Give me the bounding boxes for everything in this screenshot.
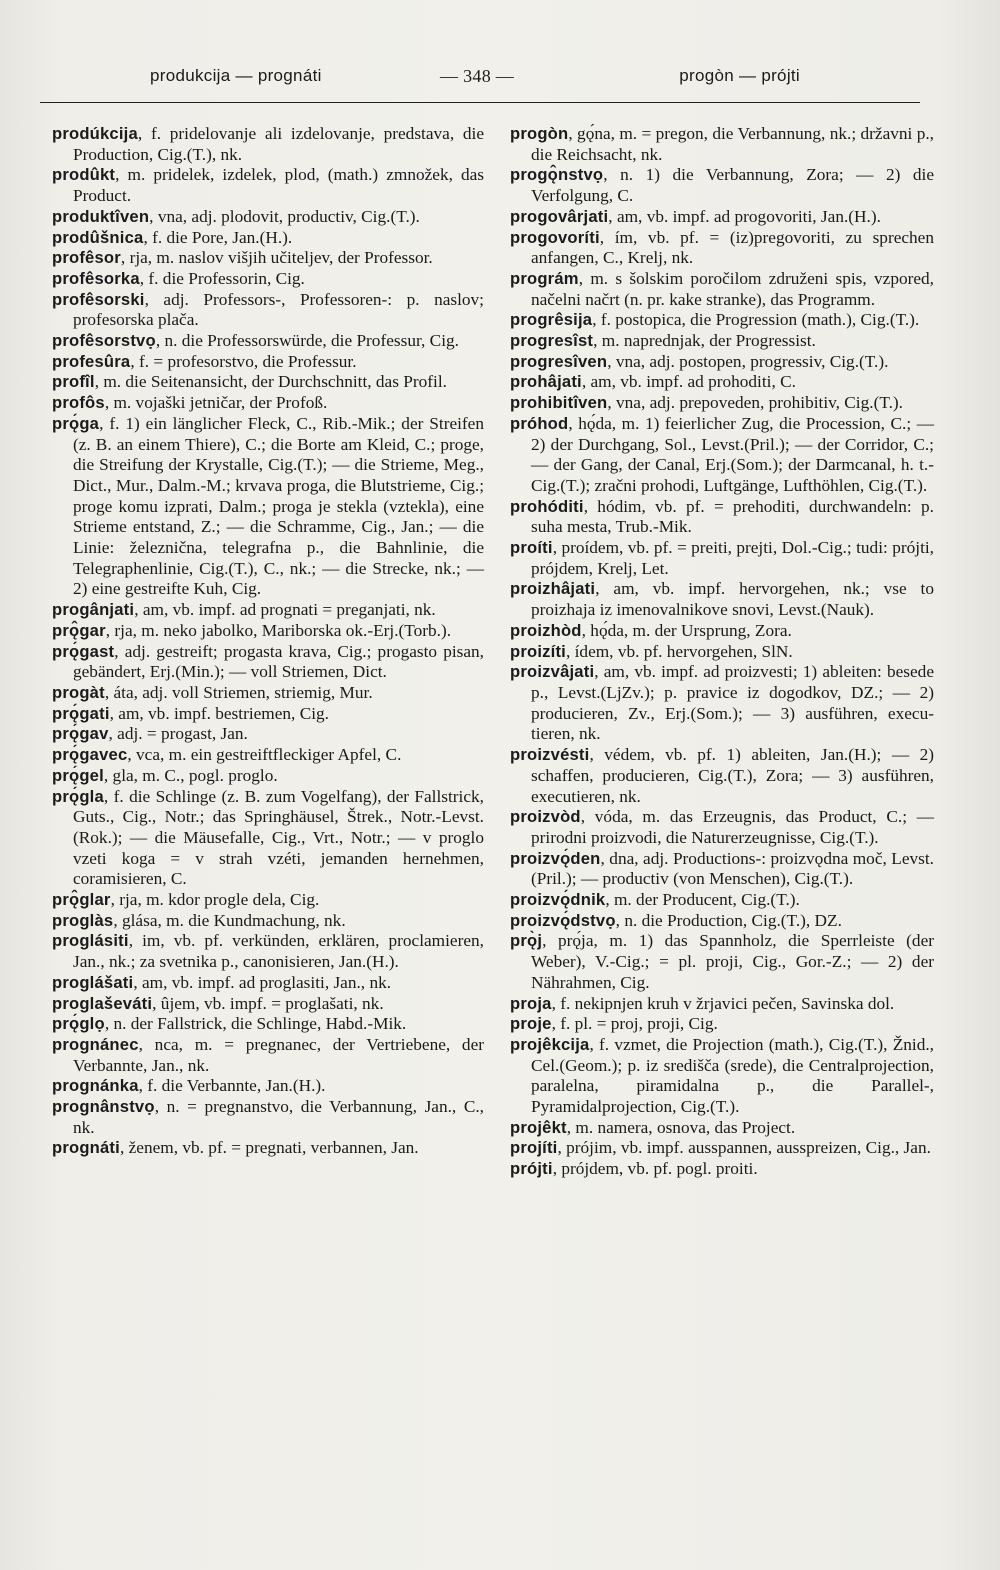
entry-definition: , am, vb. impf. hervorgehen, nk.; vse to proizhaja iz imenovalnikove snovi, Levst.(Nauk). — [531, 579, 934, 620]
entry-headword: proje — [510, 1014, 552, 1034]
entry-definition: , glása, m. die Kundmachung, nk. — [113, 910, 346, 930]
entry-definition: , gǫ́na, m. = pregon, die Verbannung, nk.; državni p., die Reichsacht, nk. — [531, 124, 934, 164]
entry-headword: progòn — [510, 124, 569, 143]
dictionary-entry — [510, 1159, 934, 1180]
entry-definition: , hǫ́da, m. 1) feierlicher Zug, die Procession, C.; — 2) der Durchgang, Sol., Levst.(Pril.); — der Corridor, C.; — der Gang, der Canal, Erj.(Som.); der Darmcanal, h. t.-Cig.(T.); zračni prohodi, Luftgänge, Lufthöhlen, Cig.(T.). — [531, 413, 934, 495]
entry-headword: profôs — [52, 393, 105, 413]
entry-headword: prognânstvọ — [52, 1097, 155, 1117]
entry-definition: , n. die Production, Cig.(T.), DZ. — [615, 910, 842, 930]
entry-definition: , rja, m. kdor progle dela, Cig. — [110, 890, 320, 910]
entry-definition: , ûjem, vb. impf. = proglašati, nk. — [152, 993, 384, 1013]
running-header — [150, 62, 800, 94]
entry-headword: prǫ́gel — [52, 765, 104, 785]
dictionary-entry — [52, 890, 484, 911]
dictionary-entry — [510, 269, 934, 310]
dictionary-entry — [52, 248, 484, 269]
dictionary-entry — [510, 911, 934, 932]
entry-headword: profêsor — [52, 248, 121, 268]
entry-headword: prognáti — [52, 1138, 120, 1158]
entry-headword: progàt — [52, 682, 105, 702]
dictionary-entry — [52, 1138, 484, 1159]
dictionary-entry — [52, 724, 484, 745]
entry-definition: , f. = profesorstvo, die Professur. — [130, 351, 357, 371]
dictionary-entry — [52, 766, 484, 787]
entry-definition: , rja, m. naslov višjih učiteljev, der Professor. — [120, 248, 433, 268]
entry-headword: proizvǫ́dnik — [510, 890, 606, 910]
entry-definition: , f. pridelovanje ali izdelovanje, predstava, die Production, Cig.(T.), nk. — [73, 124, 484, 164]
entry-headword: prǫ́gla — [52, 786, 104, 806]
dictionary-entry — [52, 642, 484, 683]
dictionary-entry — [52, 931, 484, 972]
dictionary-entry — [510, 745, 934, 807]
dictionary-entry — [52, 228, 484, 249]
entry-headword: prǫ̀j — [510, 931, 543, 951]
entry-definition: , ídem, vb. pf. hervorgehen, SlN. — [565, 641, 793, 661]
entry-headword: prodúkcija — [52, 124, 138, 143]
entry-definition: , m. vojaški jetničar, der Profoß. — [104, 393, 328, 413]
entry-definition: , n. die Professorswürde, die Professur, Cig. — [155, 331, 459, 351]
entry-headword: profêsorski — [52, 289, 145, 309]
dictionary-entry — [510, 662, 934, 745]
entry-headword: proglášati — [52, 972, 134, 992]
entry-headword: prodûšnica — [52, 227, 144, 247]
entry-headword: profêsorstvọ — [52, 331, 156, 351]
entry-headword: proglásiti — [52, 931, 129, 951]
entry-definition: , vna, adj. prepoveden, prohibitiv, Cig.(T.). — [607, 393, 903, 413]
entry-definition: , vna, adj. plodovit, productiv, Cig.(T.). — [149, 206, 420, 226]
entry-definition: , adj. = progast, Jan. — [108, 724, 248, 744]
entry-headword: prohâjati — [510, 372, 582, 392]
entry-definition: , m. der Producent, Cig.(T.). — [605, 890, 800, 910]
dictionary-entry — [52, 1035, 484, 1076]
entry-headword: progresîst — [510, 331, 594, 351]
entry-definition: , vóda, m. das Erzeugnis, das Product, C.; — prirodni proizvodi, die Naturerzeugnisse, Cig.(T.). — [531, 807, 934, 847]
entry-headword: proizvǫ́den — [510, 848, 601, 868]
dictionary-entry — [510, 165, 934, 206]
dictionary-entry — [52, 393, 484, 414]
entry-definition: , am, vb. impf. ad progovoriti, Jan.(H.). — [608, 206, 881, 226]
entry-headword: prodûkt — [52, 165, 116, 185]
entry-definition: , m. pridelek, izdelek, plod, (math.) zmnožek, das Product. — [73, 165, 484, 206]
entry-definition: , am, vb. impf. ad prohoditi, C. — [581, 372, 796, 392]
entry-definition: , ženem, vb. pf. = pregnati, verbannen, Jan. — [119, 1138, 419, 1158]
entry-definition: , m. naprednjak, der Progressist. — [593, 331, 816, 351]
entry-definition: , am, vb. impf. ad prognati = preganjati, nk. — [134, 600, 436, 620]
entry-definition: , nca, m. = pregnanec, der Vertriebene, der Verbannte, Jan., nk. — [73, 1034, 484, 1075]
entry-headword: progânjati — [52, 600, 135, 620]
entry-headword: prǫ́gavec — [52, 745, 128, 765]
dictionary-entry — [52, 207, 484, 228]
entry-definition: , dna, adj. Productions-: proizvǫdna moč, Levst.(Pril.); — productiv (von Menschen), Cig.(T.). — [531, 848, 934, 889]
entry-definition: , adj. gestreift; progasta krava, Cig.; progasto pisan, gebändert, Erj.(Min.); — voll Striemen, Dict. — [73, 641, 484, 682]
dictionary-entry — [510, 994, 934, 1015]
dictionary-entry — [52, 1076, 484, 1097]
dictionary-entry — [52, 269, 484, 290]
entry-headword: prǫ́gav — [52, 724, 109, 744]
dictionary-entry — [510, 228, 934, 269]
entry-definition: , f. vzmet, die Projection (math.), Cig.(T.), Žnid., Cel.(Geom.); p. iz središča (srede), die Centralprojection, paralelna, piramidalna p., die Parallel-, Pyramidalprojection, Cig.(T.). — [531, 1034, 934, 1117]
entry-headword: prognánka — [52, 1076, 139, 1096]
entry-definition: , f. 1) ein länglicher Fleck, C., Rib.-Mik.; der Streifen (z. B. an einem Thiere), C.; die Borte am Kleid, C.; proge, die Streifung der Krystalle, Cig.(T.); — die Strieme, Meg., Dict., Mur., Dalm.-M.; krvava proga, die Blutstrieme, Cig.; proge komu izprati, Dalm.; proga je stekla (vztekla), eine Strieme entstand, Z.; — die Schramme, Cig., Jan.; — die Linie: železnična, telegrafna p., die Bahnlinie, die Telegraphenlinie, Cig.(T.), C., nk.; — die Strecke, nk.; — 2) eine gestreifte Kuh, Cig. — [73, 413, 484, 599]
entry-headword: proizhâjati — [510, 579, 596, 599]
dictionary-entry — [52, 1097, 484, 1138]
dictionary-entry — [52, 745, 484, 766]
entry-definition: , vca, m. ein gestreiftfleckiger Apfel, C. — [127, 745, 402, 765]
entry-definition: , am, vb. impf. ad proglasiti, Jan., nk. — [133, 972, 392, 992]
entry-definition: , áta, adj. voll Striemen, striemig, Mur. — [104, 682, 373, 702]
entry-definition: , rja, m. neko jabolko, Mariborska ok.-Erj.(Torb.). — [105, 620, 452, 640]
left-column — [52, 124, 484, 1159]
entry-headword: prǫ́glọ — [52, 1014, 105, 1034]
entry-headword: prográm — [510, 268, 579, 288]
entry-headword: proizvǫ́dstvọ — [510, 910, 616, 930]
dictionary-entry — [510, 352, 934, 373]
dictionary-entry — [52, 600, 484, 621]
entry-definition: , védem, vb. pf. 1) ableiten, Jan.(H.); — 2) schaffen, producieren, Cig.(T.), Zora; — 3) ausführen, executieren, nk. — [531, 745, 934, 806]
dictionary-entry — [52, 704, 484, 725]
entry-headword: prǫ̂glar — [52, 890, 111, 910]
dictionary-entry — [52, 621, 484, 642]
entry-headword: proglaševáti — [52, 993, 153, 1013]
entry-headword: proíti — [510, 538, 553, 558]
entry-definition: , m. die Seitenansicht, der Durchschnitt, das Profil. — [94, 372, 447, 392]
entry-definition: , f. postopica, die Progression (math.), Cig.(T.). — [592, 310, 920, 330]
entry-definition: , prǫ́ja, m. 1) das Spannholz, die Sperrleiste (der Weber), V.-Cig.; = pl. proji, Cig., Gor.-Z.; — 2) der Nährahmen, Cig. — [531, 931, 934, 992]
entry-headword: projêkcija — [510, 1034, 590, 1054]
entry-headword: progresîven — [510, 351, 608, 371]
entry-headword: proizíti — [510, 641, 566, 661]
entry-definition: , hódim, vb. pf. = prehoditi, durchwandeln: p. suha mesta, Trub.-Mik. — [531, 496, 934, 537]
entry-headword: progrêsija — [510, 310, 593, 330]
dictionary-entry — [510, 538, 934, 579]
entry-headword: profîl — [52, 372, 95, 392]
entry-headword: projíti — [510, 1138, 558, 1158]
entry-headword: progǫ̂nstvọ — [510, 165, 604, 185]
dictionary-entry — [510, 207, 934, 228]
entry-headword: proizvésti — [510, 745, 590, 765]
dictionary-entry — [510, 124, 934, 165]
dictionary-entry — [510, 1138, 934, 1159]
entry-definition: , hǫ́da, m. der Ursprung, Zora. — [581, 620, 792, 640]
dictionary-entry — [52, 372, 484, 393]
entry-definition: , am, vb. impf. bestriemen, Cig. — [109, 703, 329, 723]
entry-definition: , vna, adj. postopen, progressiv, Cig.(T.). — [607, 351, 889, 371]
dictionary-entry — [52, 994, 484, 1015]
entry-definition: , gla, m. C., pogl. proglo. — [103, 765, 278, 785]
dictionary-entry — [52, 165, 484, 206]
dictionary-entry — [52, 290, 484, 331]
dictionary-entry — [52, 787, 484, 891]
entry-definition: , n. der Fallstrick, die Schlinge, Habd.-Mik. — [104, 1014, 407, 1034]
dictionary-entry — [510, 393, 934, 414]
entry-definition: , f. nekipnjen kruh v žrjavici pečen, Savinska dol. — [551, 993, 895, 1013]
entry-definition: , prójdem, vb. pf. pogl. proiti. — [552, 1159, 758, 1179]
dictionary-entry — [510, 1118, 934, 1139]
dictionary-entry — [52, 124, 484, 165]
right-column — [510, 124, 934, 1180]
entry-headword: progovârjati — [510, 206, 609, 226]
entry-headword: prǫ́ga — [52, 413, 100, 433]
entry-definition: , am, vb. impf. ad proizvesti; 1) ableiten: besede p., Levst.(LjZv.); p. pravice iz dogodkov, DZ.; — 2) producieren, Zv., Erj.(Som.); — 3) ausführen, executieren, nk. — [531, 662, 934, 744]
header-rule — [40, 102, 920, 103]
dictionary-entry — [52, 414, 484, 600]
entry-headword: prǫ̂gar — [52, 620, 106, 640]
entry-definition: , n. 1) die Verbannung, Zora; — 2) die Verfolgung, C. — [531, 165, 934, 206]
dictionary-entry — [52, 973, 484, 994]
entry-headword: próhod — [510, 413, 569, 433]
entry-headword: prohibitîven — [510, 393, 608, 413]
dictionary-entry — [510, 331, 934, 352]
entry-headword: proglàs — [52, 910, 114, 930]
dictionary-entry — [510, 890, 934, 911]
entry-definition: , adj. Professors-, Professoren-: p. naslov; profesorska plača. — [73, 289, 484, 330]
entry-headword: proizvâjati — [510, 662, 595, 682]
entry-definition: , f. die Schlinge (z. B. zum Vogelfang), der Fallstrick, Guts., Cig., Notr.; das Springhäusel, Štrek., Notr.-Levst.(Rok.); — die Mäusefalle, Cig., Vrt., Notr.; — v proglo vzeti koga = v strah vzéti, jemanden hernehmen, coramisieren, C. — [73, 786, 484, 889]
dictionary-entry — [52, 1014, 484, 1035]
entry-definition: , ím, vb. pf. = (iz)pregovoriti, zu sprechen anfangen, C., Krelj, nk. — [531, 227, 934, 268]
dictionary-entry — [52, 683, 484, 704]
entry-headword: progovoríti — [510, 227, 600, 247]
page-number: — 348 — — [440, 66, 515, 86]
dictionary-entry — [510, 497, 934, 538]
dictionary-entry — [52, 352, 484, 373]
entry-definition: , n. = pregnanstvo, die Verbannung, Jan., C., nk. — [73, 1097, 484, 1137]
entry-definition: , f. die Professorin, Cig. — [139, 268, 305, 288]
entry-definition: , m. s šolskim poročilom združeni spis, vzpored, načelni načrt (n. pr. kake stranke), das Programm. — [531, 268, 934, 309]
entry-headword: proja — [510, 993, 552, 1013]
entry-definition: , m. namera, osnova, das Project. — [566, 1117, 796, 1137]
header-right-guide-words: progòn — prójti — [679, 66, 800, 85]
entry-headword: prohóditi — [510, 496, 584, 516]
dictionary-entry — [510, 1035, 934, 1118]
header-left-guide-words: produkcija — prognáti — [150, 66, 322, 85]
entry-definition: , proídem, vb. pf. = preiti, prejti, Dol.-Cig.; tudi: prójti, prójdem, Krelj, Let. — [531, 538, 934, 578]
entry-headword: prognánec — [52, 1034, 139, 1054]
dictionary-entry — [510, 642, 934, 663]
entry-headword: projêkt — [510, 1117, 567, 1137]
entry-headword: profesûra — [52, 351, 131, 371]
dictionary-entry — [510, 849, 934, 890]
dictionary-entry — [52, 331, 484, 352]
entry-definition: , im, vb. pf. verkünden, erklären, proclamieren, Jan., nk.; za svetnika p., canonisieren, Jan.(H.). — [73, 931, 484, 972]
entry-headword: prójti — [510, 1159, 553, 1179]
dictionary-entry — [510, 621, 934, 642]
dictionary-entry — [510, 372, 934, 393]
dictionary-entry — [510, 310, 934, 331]
entry-definition: , f. die Pore, Jan.(H.). — [143, 227, 293, 247]
dictionary-entry — [510, 1014, 934, 1035]
entry-headword: profêsorka — [52, 268, 140, 288]
entry-headword: proizvòd — [510, 807, 581, 827]
dictionary-entry — [510, 931, 934, 993]
dictionary-entry — [510, 807, 934, 848]
entry-headword: prǫ́gast — [52, 641, 115, 661]
dictionary-entry — [510, 414, 934, 497]
dictionary-entry — [510, 579, 934, 620]
dictionary-entry — [52, 911, 484, 932]
entry-definition: , f. die Verbannte, Jan.(H.). — [138, 1076, 326, 1096]
entry-headword: prǫ́gati — [52, 703, 110, 723]
entry-headword: produktîven — [52, 206, 150, 226]
entry-definition: , f. pl. = proj, proji, Cig. — [551, 1014, 718, 1034]
entry-definition: , prójim, vb. impf. ausspannen, ausspreizen, Cig., Jan. — [557, 1138, 931, 1158]
entry-headword: proizhòd — [510, 620, 582, 640]
